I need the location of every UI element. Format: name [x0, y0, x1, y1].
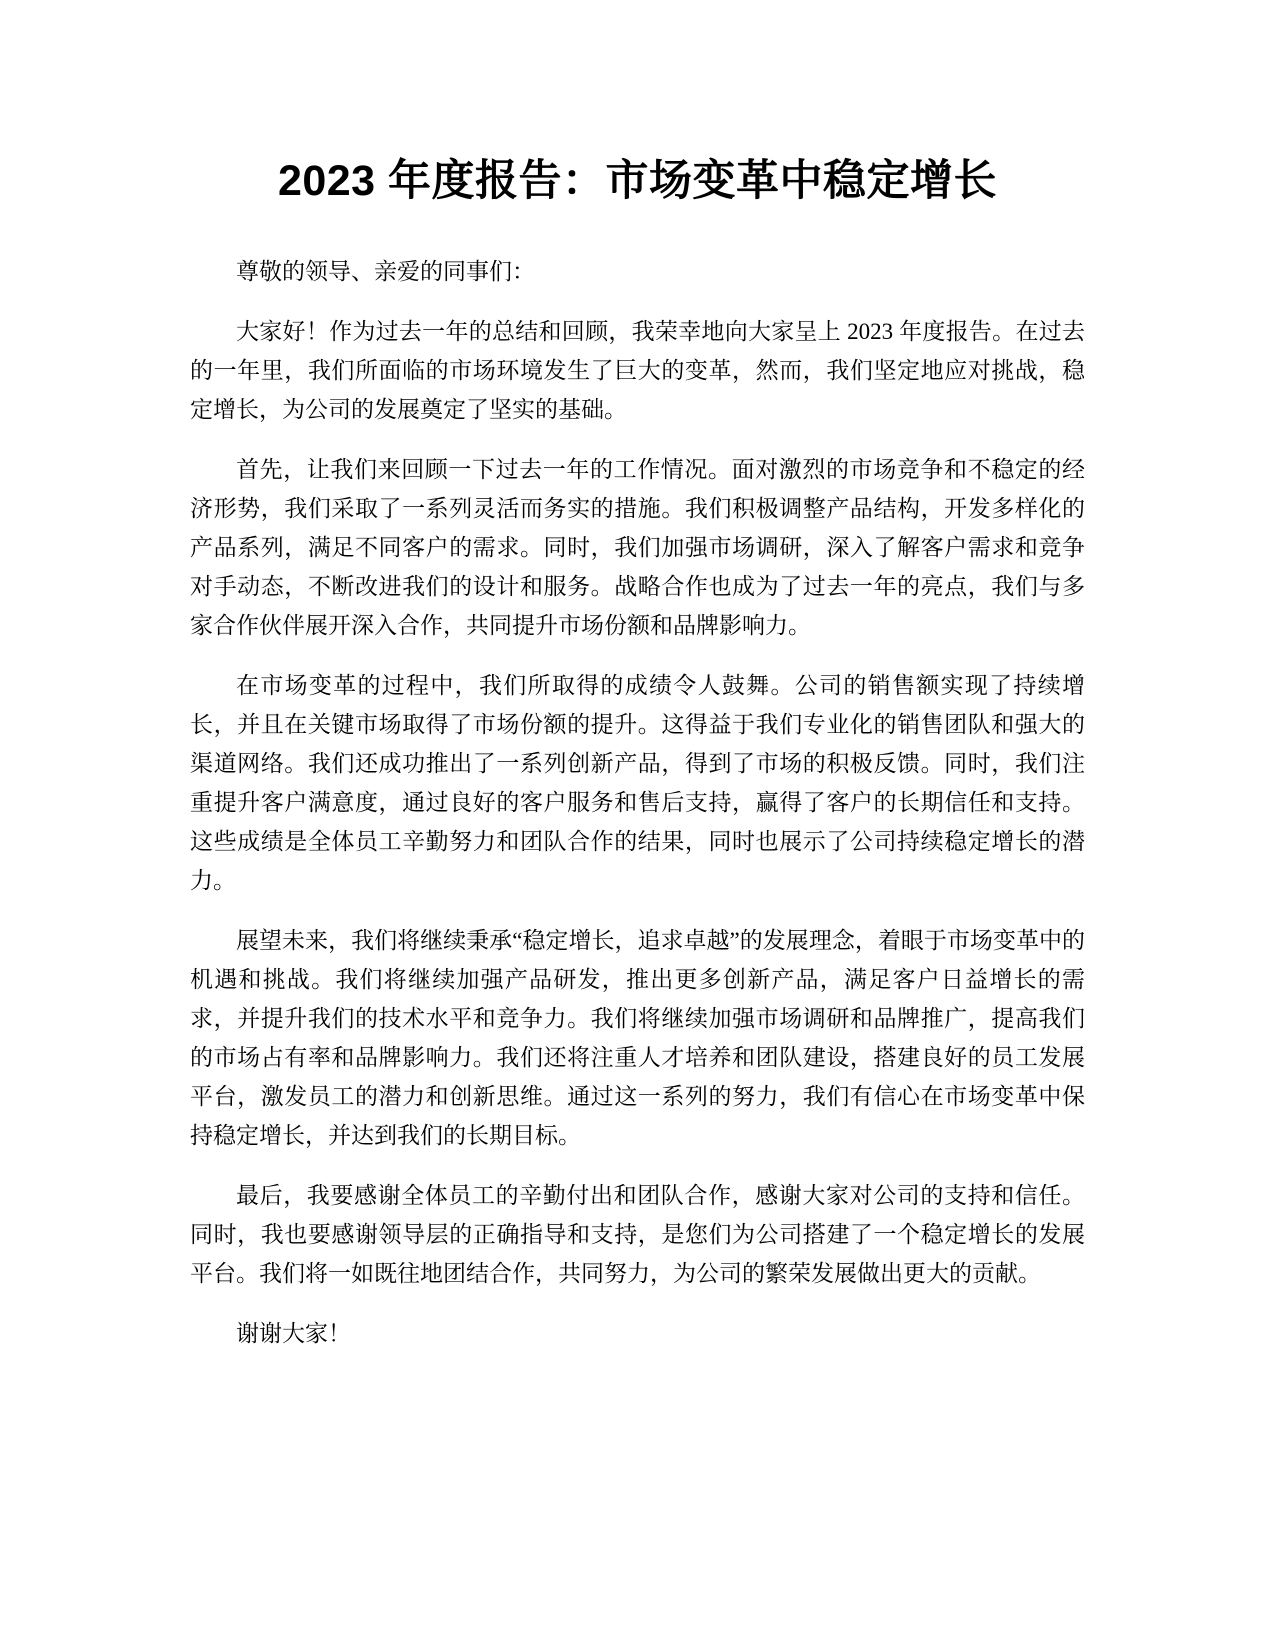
closing: 谢谢大家！ [236, 1321, 351, 1346]
paragraph-outlook: 展望未来，我们将继续秉承“稳定增长，追求卓越”的发展理念，着眼于市场变革中的机遇和挑战。我们将继续加强产品研发，推出更多创新产品，满足客户日益增长的需求，并提升我们的技术水平和竞争力。我们将继续加强市场调研和品牌推广，提高我们的市场占有率和品牌影响力。我们还将注重人才培养和团队建设，搭建良好的员工发展平台，激发员工的潜力和创新思维。通过这一系列的努力，我们有信心在市场变革中保持稳定增长，并达到我们的长期目标。 [190, 928, 1085, 1148]
document-body [190, 252, 1085, 1353]
salutation: 尊敬的领导、亲爱的同事们： [236, 259, 535, 284]
paragraph-thanks: 最后，我要感谢全体员工的辛勤付出和团队合作，感谢大家对公司的支持和信任。同时，我也要感谢领导层的正确指导和支持，是您们为公司搭建了一个稳定增长的发展平台。我们将一如既往地团结合作，共同努力，为公司的繁荣发展做出更大的贡献。 [190, 1183, 1085, 1286]
paragraph-achievements: 在市场变革的过程中，我们所取得的成绩令人鼓舞。公司的销售额实现了持续增长，并且在关键市场取得了市场份额的提升。这得益于我们专业化的销售团队和强大的渠道网络。我们还成功推出了一系列创新产品，得到了市场的积极反馈。同时，我们注重提升客户满意度，通过良好的客户服务和售后支持，赢得了客户的长期信任和支持。这些成绩是全体员工辛勤努力和团队合作的结果，同时也展示了公司持续稳定增长的潜力。 [190, 673, 1085, 893]
document-title: 2023 年度报告：市场变革中稳定增长 [277, 157, 998, 205]
paragraph-review: 首先，让我们来回顾一下过去一年的工作情况。面对激烈的市场竞争和不稳定的经济形势，我们采取了一系列灵活而务实的措施。我们积极调整产品结构，开发多样化的产品系列，满足不同客户的需求。同时，我们加强市场调研，深入了解客户需求和竞争对手动态，不断改进我们的设计和服务。战略合作也成为了过去一年的亮点，我们与多家合作伙伴展开深入合作，共同提升市场份额和品牌影响力。 [190, 457, 1085, 638]
paragraph-greeting: 大家好！作为过去一年的总结和回顾，我荣幸地向大家呈上 2023 年度报告。在过去的一年里，我们所面临的市场环境发生了巨大的变革，然而，我们坚定地应对挑战，稳定增长，为公司的发展奠定了坚实的基础。 [190, 319, 1085, 422]
